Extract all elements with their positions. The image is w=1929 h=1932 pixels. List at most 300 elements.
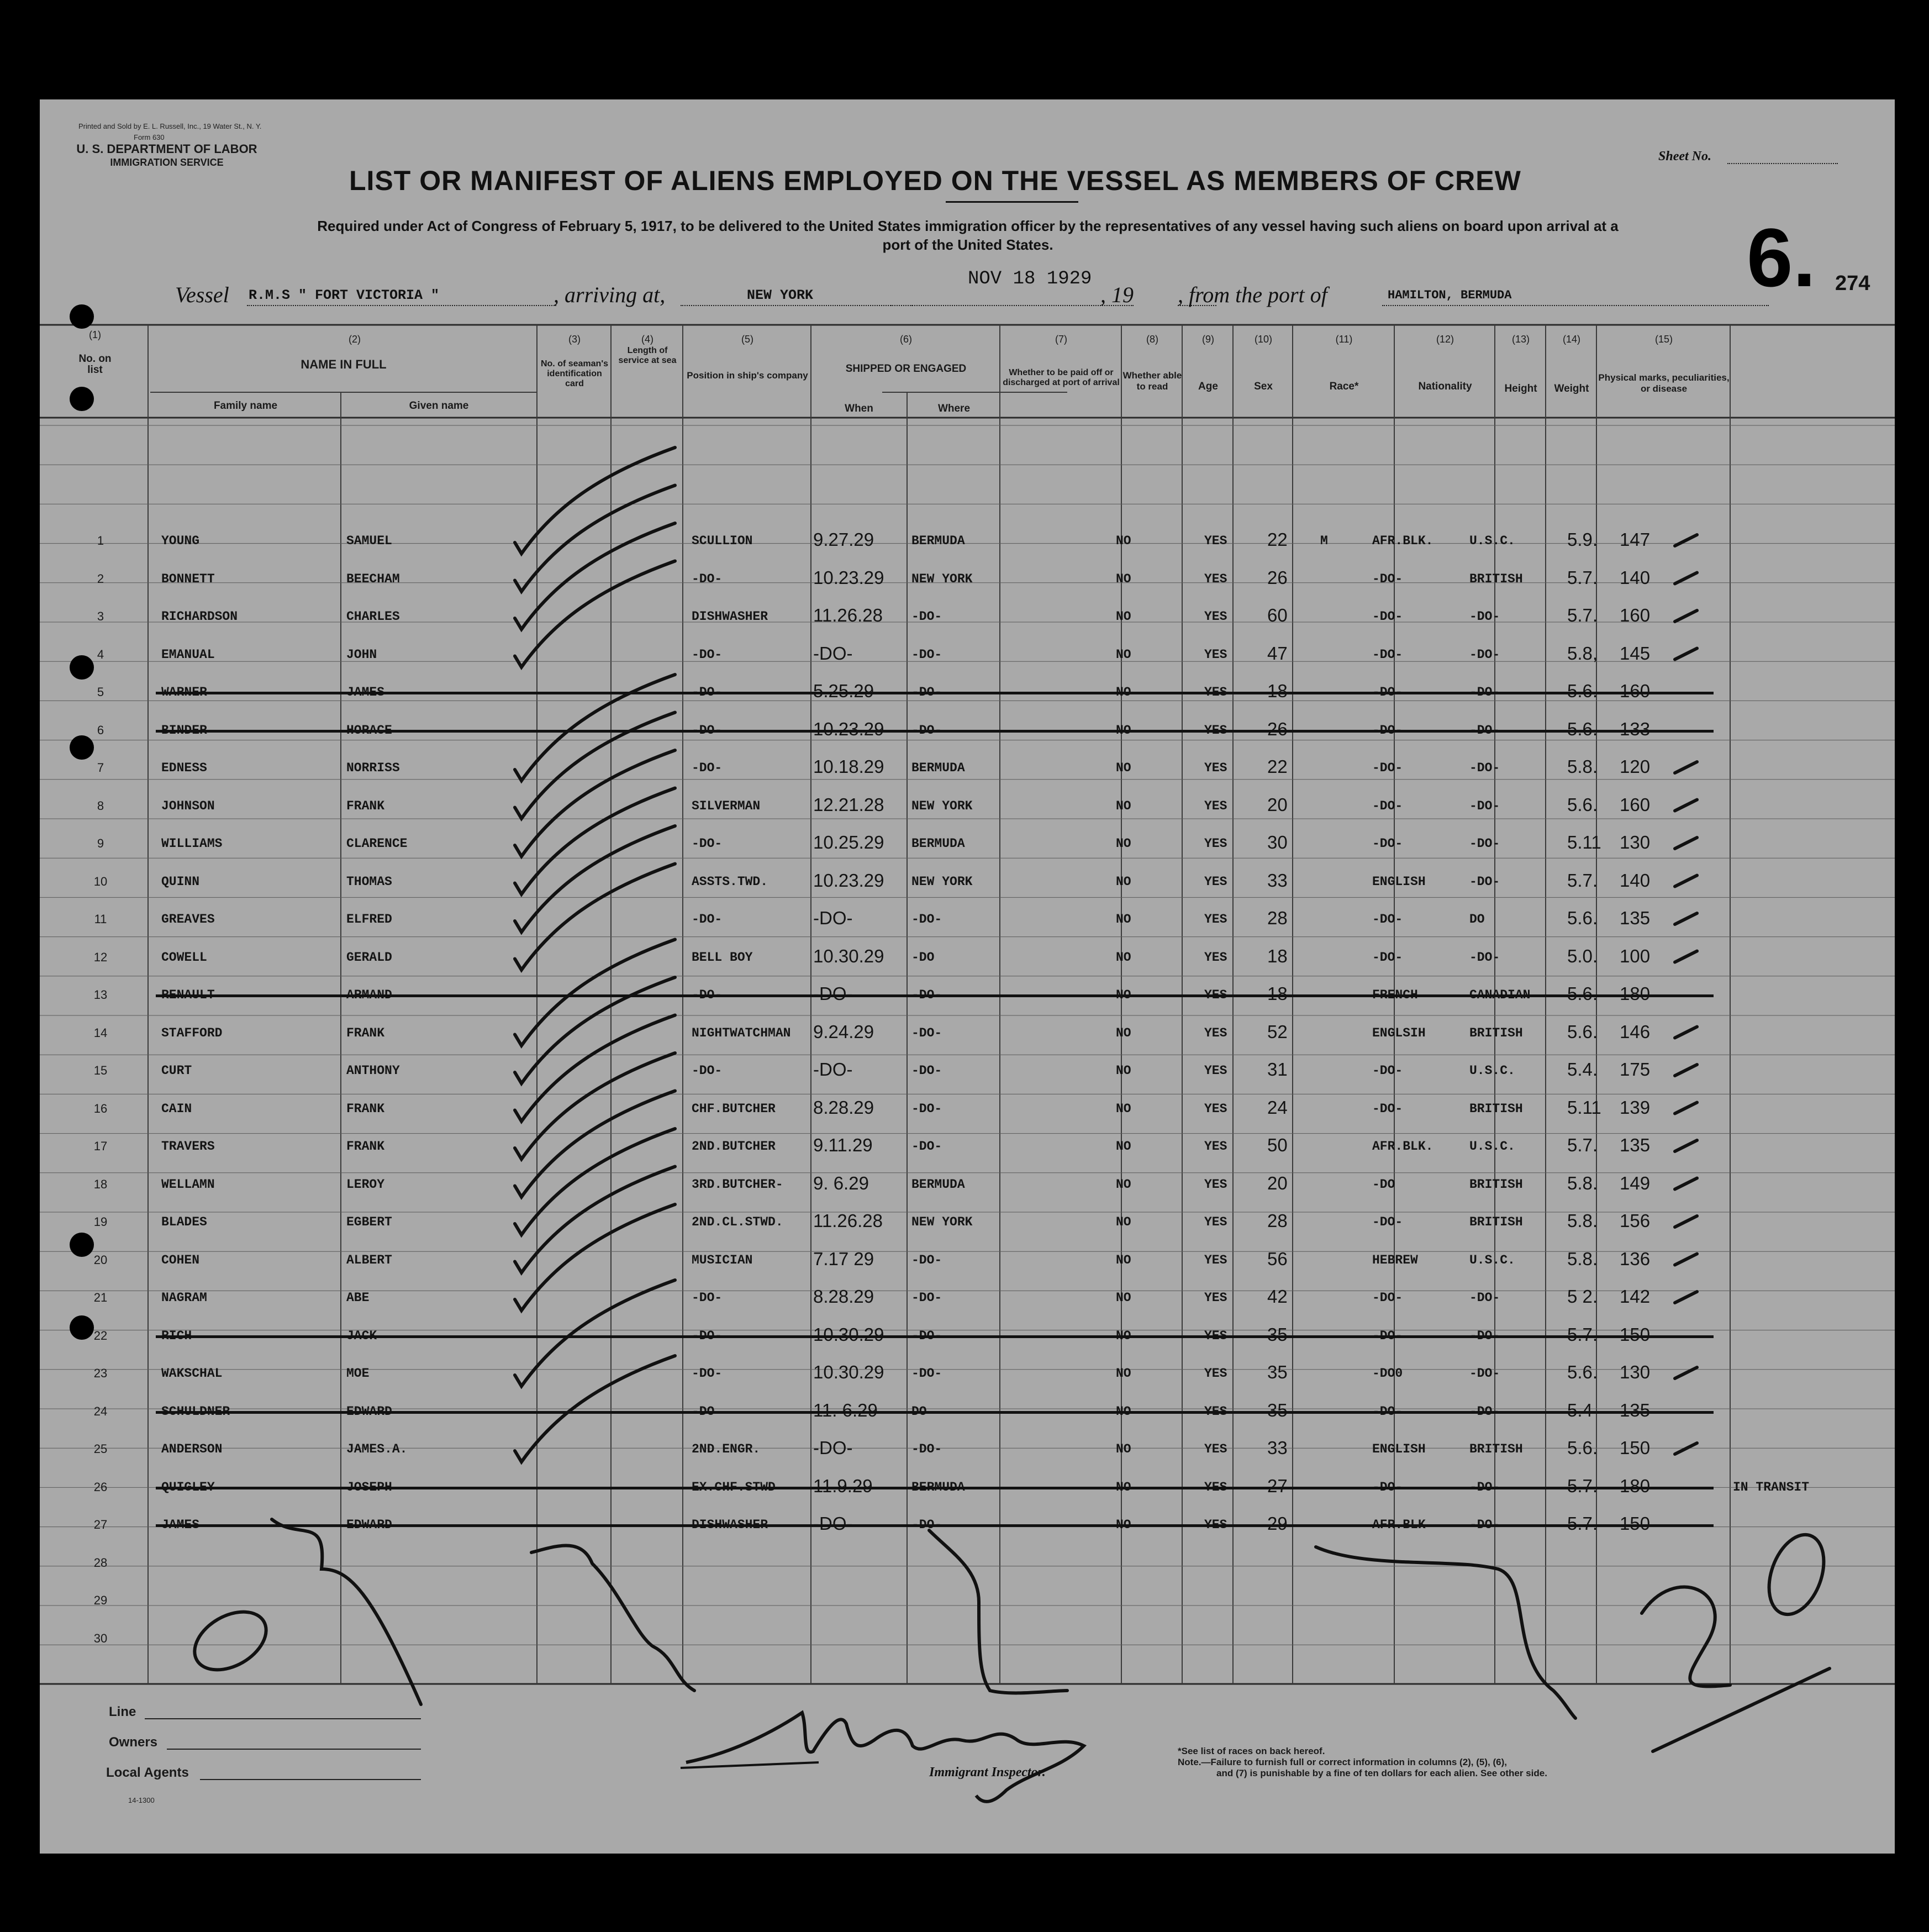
cell-given: JOSEPH [346,1480,392,1494]
cell-race: -DO- [1372,1291,1403,1305]
cell-when: -DO- [813,908,853,928]
row-number: 28 [93,1555,108,1570]
cell-read: YES [1204,1025,1227,1040]
cell-nationality: -DO- [1469,836,1500,851]
cell-family: STAFFORD [161,1025,223,1040]
cell-where: -DO- [911,912,942,926]
row-number: 15 [93,1064,108,1077]
strike-through-line [156,1335,1714,1338]
row-number: 8 [97,798,104,813]
col-14-number: (14) [1562,334,1580,345]
cell-where: -DO [911,950,935,965]
col-7-number: (7) [1055,334,1067,345]
binder-hole [70,1315,94,1340]
row-number: 24 [93,1404,108,1418]
cell-read: YES [1204,571,1227,586]
cell-race: -DO- [1372,1101,1403,1116]
cell-when: 10.23.29 [813,567,884,588]
col-3-header: No. of seaman's identification card [540,359,609,388]
col-9-number: (9) [1202,334,1214,345]
cell-nationality: -DO- [1469,950,1500,965]
cell-paid: NO [1116,1139,1131,1154]
col-13-number: (13) [1511,334,1530,345]
cell-where: BERMUDA [911,761,965,775]
cell-race: -DO- [1372,836,1403,851]
cell-family: RICHARDSON [161,609,238,624]
cell-paid: NO [1116,609,1131,624]
cell-nationality: BRITISH [1469,1177,1523,1192]
cell-position: 3RD.BUTCHER- [692,1177,783,1192]
cell-when: 10.25.29 [813,832,884,852]
cell-age: 29 [1267,1513,1288,1534]
cell-when: 11.26.28 [813,1210,883,1231]
sheet-no-label: Sheet No. [1658,149,1711,164]
row-number: 12 [93,950,108,964]
cell-height: 5.6. [1567,1438,1598,1458]
cell-age: 35 [1267,1399,1288,1420]
cell-where: BERMUDA [911,1480,965,1494]
cell-race: -DO- [1372,950,1403,965]
cell-race: -DO- [1372,685,1403,699]
cell-given: EGBERT [346,1215,392,1229]
cell-given: ELFRED [346,912,392,926]
cell-position: DISHWASHER [692,1518,768,1532]
row-number: 4 [97,647,104,661]
cell-read: YES [1204,1139,1227,1154]
cell-position: SCULLION [692,534,753,548]
cell-position: 2ND.BUTCHER [692,1139,776,1154]
immigrant-inspector-label: Immigrant Inspector. [929,1765,1046,1780]
cell-paid: NO [1116,912,1131,926]
cell-age: 22 [1267,756,1288,777]
cell-nationality: BRITISH [1469,1215,1523,1229]
binder-hole [70,387,94,411]
cell-where: -DO- [911,1328,942,1343]
cell-nationality: -DO- [1469,1404,1500,1419]
cell-given: SAMUEL [346,534,392,548]
cell-family: RENAULT [161,988,215,1002]
fine-note: and (7) is punishable by a fine of ten dollars for each alien. See other side. [1216,1768,1547,1778]
cell-read: YES [1204,950,1227,965]
col-1-number: (1) [89,329,101,340]
cell-race: AFR.BLK [1372,1518,1426,1532]
cell-paid: NO [1116,988,1131,1002]
cell-weight: 150 [1620,1324,1651,1345]
cell-where: -DO- [911,723,942,738]
arriving-label: , arriving at, [554,282,666,307]
cell-height: 5.6. [1567,908,1598,928]
col-2-number: (2) [349,334,361,345]
cell-age: 26 [1267,567,1288,588]
row-number: 26 [93,1480,108,1494]
cell-nationality: -DO- [1469,761,1500,775]
cell-position: 2ND.ENGR. [692,1442,761,1456]
col-9-header: Age [1198,381,1218,392]
cell-when: -DO- [813,983,853,1004]
cell-height: 5.7. [1567,1135,1598,1155]
cell-family: YOUNG [161,534,200,548]
cell-read: YES [1204,1404,1227,1419]
cell-when: 10.30.29 [813,1324,884,1345]
cell-age: 33 [1267,870,1288,891]
cell-paid: NO [1116,1442,1131,1456]
cell-family: GREAVES [161,912,215,926]
cell-where: -DO- [911,1366,942,1381]
cell-family: WAKSCHAL [161,1366,223,1381]
cell-family: WARNER [161,685,207,699]
cell-when: 9.24.29 [813,1021,874,1042]
cell-height: 5.7. [1567,1324,1598,1345]
cell-weight: 130 [1620,1362,1651,1382]
col-7-header: Whether to be paid off or discharged at port of arrival [1003,368,1120,387]
row-number: 25 [93,1442,108,1456]
cell-read: YES [1204,1480,1227,1494]
cell-height: 5.6. [1567,681,1598,701]
binder-hole [70,304,94,329]
row-number: 19 [93,1215,108,1229]
cell-race: -DO- [1372,798,1403,813]
cell-age: 18 [1267,945,1288,966]
cell-given: NORRISS [346,761,400,775]
cell-nationality: BRITISH [1469,1025,1523,1040]
cell-nationality: -DO- [1469,1291,1500,1305]
cell-where: -DO- [911,1101,942,1116]
row-number: 23 [93,1366,108,1380]
cell-race: -DO- [1372,609,1403,624]
owners-label: Owners [109,1735,158,1750]
cell-read: YES [1204,609,1227,624]
form-code: 14-1300 [128,1796,155,1804]
cell-family: COWELL [161,950,207,965]
cell-race: -DO- [1372,723,1403,738]
cell-weight: 140 [1620,870,1651,891]
col-2-header: NAME IN FULL [301,357,387,371]
cell-paid: NO [1116,798,1131,813]
cell-height: 5.6. [1567,794,1598,815]
cell-read: YES [1204,647,1227,662]
cell-race: AFR.BLK. [1372,1139,1433,1154]
cell-nationality: -DO- [1469,1328,1500,1343]
cell-race: ENGLISH [1372,1442,1426,1456]
cell-paid: NO [1116,836,1131,851]
cell-nationality: BRITISH [1469,1442,1523,1456]
cell-family: WELLAMN [161,1177,215,1192]
cell-family: BLADES [161,1215,207,1229]
cell-weight: 135 [1620,1135,1651,1155]
cell-age: 31 [1267,1059,1288,1080]
cell-family: SCHULDNER [161,1404,230,1419]
col-10-header: Sex [1254,381,1273,392]
cell-weight: 160 [1620,794,1651,815]
cell-family: CAIN [161,1101,192,1116]
cell-height: 5.6. [1567,983,1598,1004]
cell-read: YES [1204,723,1227,738]
cell-weight: 130 [1620,832,1651,852]
cell-nationality: BRITISH [1469,1101,1523,1116]
cell-race: -DO- [1372,1404,1403,1419]
cell-nationality: U.S.C. [1469,1139,1515,1154]
cell-weight: 150 [1620,1513,1651,1534]
cell-paid: NO [1116,647,1131,662]
cell-age: 52 [1267,1021,1288,1042]
cell-when: 5.25.29 [813,681,874,701]
row-number: 9 [97,836,104,850]
cell-age: 28 [1267,908,1288,928]
cell-where: -DO- [911,988,942,1002]
cell-race: -DO- [1372,571,1403,586]
cell-height: 5.7. [1567,1513,1598,1534]
row-number: 16 [93,1101,108,1115]
col-5-number: (5) [741,334,753,345]
cell-read: YES [1204,1064,1227,1078]
cell-read: YES [1204,685,1227,699]
cell-when: 9. 6.29 [813,1172,869,1193]
cell-height: 5.7. [1567,605,1598,625]
cell-family: WILLIAMS [161,836,223,851]
cell-where: -DO- [911,1025,942,1040]
cell-weight: 147 [1620,529,1651,550]
manifest-sheet [40,99,1895,1854]
cell-where: BERMUDA [911,836,965,851]
cell-age: 26 [1267,718,1288,739]
cell-weight: 160 [1620,605,1651,625]
cell-given: THOMAS [346,874,392,889]
cell-position: -DO- [692,1366,723,1381]
cell-read: YES [1204,874,1227,889]
cell-height: 5 2. [1567,1286,1598,1307]
cell-height: 5.4. [1567,1059,1598,1080]
cell-family: BINDER [161,723,207,738]
cell-where: BERMUDA [911,534,965,548]
cell-position: -DO- [692,988,723,1002]
cell-paid: NO [1116,1215,1131,1229]
col-6-number: (6) [900,334,912,345]
races-note: *See list of races on back hereof. [1178,1746,1325,1756]
cell-nationality: DO [1469,912,1485,926]
cell-race: AFR.BLK. [1372,534,1433,548]
cell-nationality: -DO- [1469,609,1500,624]
cell-family: JOHNSON [161,798,215,813]
cell-where: -DO- [911,1291,942,1305]
cell-when: 9.27.29 [813,529,874,550]
cell-paid: NO [1116,1291,1131,1305]
cell-height: 5.8. [1567,756,1598,777]
local-agents-label: Local Agents [106,1765,189,1780]
cell-family: BONNETT [161,571,215,586]
cell-paid: NO [1116,1328,1131,1343]
cell-position: ASSTS.TWD. [692,874,768,889]
cell-when: 7.17 29 [813,1248,874,1269]
cell-paid: NO [1116,1404,1131,1419]
cell-paid: NO [1116,761,1131,775]
row-number: 6 [97,723,104,737]
cell-race: HEBREW [1372,1252,1418,1267]
cell-family: RICH [161,1328,192,1343]
cell-age: 47 [1267,643,1288,664]
department-line: U. S. DEPARTMENT OF LABOR [76,142,257,156]
line-label: Line [109,1704,136,1719]
row-number: 10 [93,874,108,888]
cell-nationality: -DO- [1469,685,1500,699]
cell-age: 18 [1267,681,1288,701]
col-6-sub-when: When [845,403,873,414]
manifest-rows [40,99,1895,1854]
cell-weight: 139 [1620,1097,1651,1118]
cell-race: -DO- [1372,1328,1403,1343]
cell-family: CURT [161,1064,192,1078]
cell-age: 42 [1267,1286,1288,1307]
cell-when: 12.21.28 [813,794,884,815]
cell-paid: NO [1116,1518,1131,1532]
cell-age: 27 [1267,1475,1288,1496]
cell-weight: 100 [1620,945,1651,966]
cell-nationality: -DO- [1469,723,1500,738]
cell-position: -DO- [692,1291,723,1305]
cell-age: 33 [1267,1438,1288,1458]
cell-read: YES [1204,1442,1227,1456]
printer-imprint: Printed and Sold by E. L. Russell, Inc., 19 Water St., N. Y. [78,122,262,130]
cell-given: FRANK [346,798,385,813]
strike-through-line [156,730,1714,733]
year-label: , 19 [1100,282,1134,307]
cell-given: EDWARD [346,1518,392,1532]
cell-weight: 136 [1620,1248,1651,1269]
cell-position: -DO- [692,1328,723,1343]
row-number: 2 [97,571,104,586]
cell-age: 30 [1267,832,1288,852]
cell-weight: 120 [1620,756,1651,777]
cell-paid: NO [1116,1064,1131,1078]
cell-height: 5.7. [1567,870,1598,891]
cell-height: 5.7. [1567,1475,1598,1496]
cell-height: 5.6. [1567,1021,1598,1042]
strike-through-line [156,1524,1714,1527]
cell-given: HORACE [346,723,392,738]
handwritten-sheet-number: 6. [1747,211,1816,304]
cell-read: YES [1204,1291,1227,1305]
cell-position: BELL BOY [692,950,753,965]
cell-nationality: -DO- [1469,1366,1500,1381]
cell-paid: NO [1116,685,1131,699]
cell-given: GERALD [346,950,392,965]
cell-where: BERMUDA [911,1177,965,1192]
cell-position: -DO- [692,761,723,775]
cell-paid: NO [1116,950,1131,965]
row-number: 17 [93,1139,108,1153]
cell-paid: NO [1116,1252,1131,1267]
cell-given: MOE [346,1366,370,1381]
cell-position: MUSICIAN [692,1252,753,1267]
row-number: 30 [93,1631,108,1645]
cell-position: SILVERMAN [692,798,761,813]
cell-when: 11. 6.29 [813,1399,878,1420]
cell-paid: NO [1116,1366,1131,1381]
cell-given: CLARENCE [346,836,408,851]
binder-hole [70,735,94,760]
cell-given: BEECHAM [346,571,400,586]
cell-paid: NO [1116,571,1131,586]
col-5-header: Position in ship's company [687,370,808,381]
cell-where: NEW YORK [911,571,973,586]
cell-read: YES [1204,912,1227,926]
cell-height: 5.0. [1567,945,1598,966]
cell-when: 9.11.29 [813,1135,873,1155]
arriving-port: NEW YORK [747,287,814,303]
cell-family: COHEN [161,1252,200,1267]
from-port: HAMILTON, BERMUDA [1388,288,1512,302]
cell-paid: NO [1116,1480,1131,1494]
cell-paid: NO [1116,534,1131,548]
cell-age: 18 [1267,983,1288,1004]
cell-position: EX.CHF.STWD [692,1480,776,1494]
cell-paid: NO [1116,1177,1131,1192]
cell-height: 5.11 [1567,1097,1601,1118]
cell-weight: 145 [1620,643,1651,664]
cell-weight: 149 [1620,1172,1651,1193]
cell-where: -DO- [911,1064,942,1078]
row-number: 21 [93,1291,108,1304]
cell-weight: 180 [1620,1475,1651,1496]
cell-age: 20 [1267,794,1288,815]
cell-family: ANDERSON [161,1442,223,1456]
cell-family: EMANUAL [161,647,215,662]
cell-height: 5.6. [1567,1362,1598,1382]
cell-read: YES [1204,988,1227,1002]
col-12-number: (12) [1436,334,1454,345]
cell-when: -DO- [813,1438,853,1458]
vessel-label: Vessel [175,282,229,307]
cell-weight: 180 [1620,983,1651,1004]
row-number: 22 [93,1328,108,1343]
cell-given: FRANK [346,1139,385,1154]
cell-nationality: -DO- [1469,874,1500,889]
cell-where: -DO- [911,1442,942,1456]
cell-where: NEW YORK [911,1215,973,1229]
cell-paid: NO [1116,723,1131,738]
cell-height: 5.8. [1567,1210,1598,1231]
line-field [145,1718,421,1719]
col-2-sub-given: Given name [409,400,469,412]
cell-position: -DO- [692,685,723,699]
cell-when: 11.26.28 [813,605,883,625]
cell-paid: NO [1116,874,1131,889]
cell-nationality: BRITISH [1469,571,1523,586]
cell-age: 35 [1267,1362,1288,1382]
cell-age: 60 [1267,605,1288,625]
col-14-header: Weight [1554,383,1589,394]
col-2-sub-family: Family name [213,400,278,412]
subtitle-line2: port of the United States. [882,236,1053,253]
strike-through-line [156,994,1714,997]
cell-given: ANTHONY [346,1064,400,1078]
cell-nationality: -DO- [1469,1480,1500,1494]
cell-position: -DO- [692,571,723,586]
cell-given: JAMES [346,685,385,699]
strike-through-line [156,1487,1714,1489]
row-number: 29 [93,1593,108,1607]
cell-where: -DO- [911,1518,942,1532]
cell-given: EDWARD [346,1404,392,1419]
col-8-header: Whether able to read [1122,370,1182,392]
cell-position: -DO- [692,723,723,738]
cell-race: -DO- [1372,912,1403,926]
cell-given: JAMES.A. [346,1442,408,1456]
cell-position: 2ND.CL.STWD. [692,1215,783,1229]
cell-nationality: CANADIAN [1469,988,1531,1002]
page-number: 274 [1835,272,1870,295]
cell-position: CHF.BUTCHER [692,1101,776,1116]
col-3-number: (3) [568,334,581,345]
